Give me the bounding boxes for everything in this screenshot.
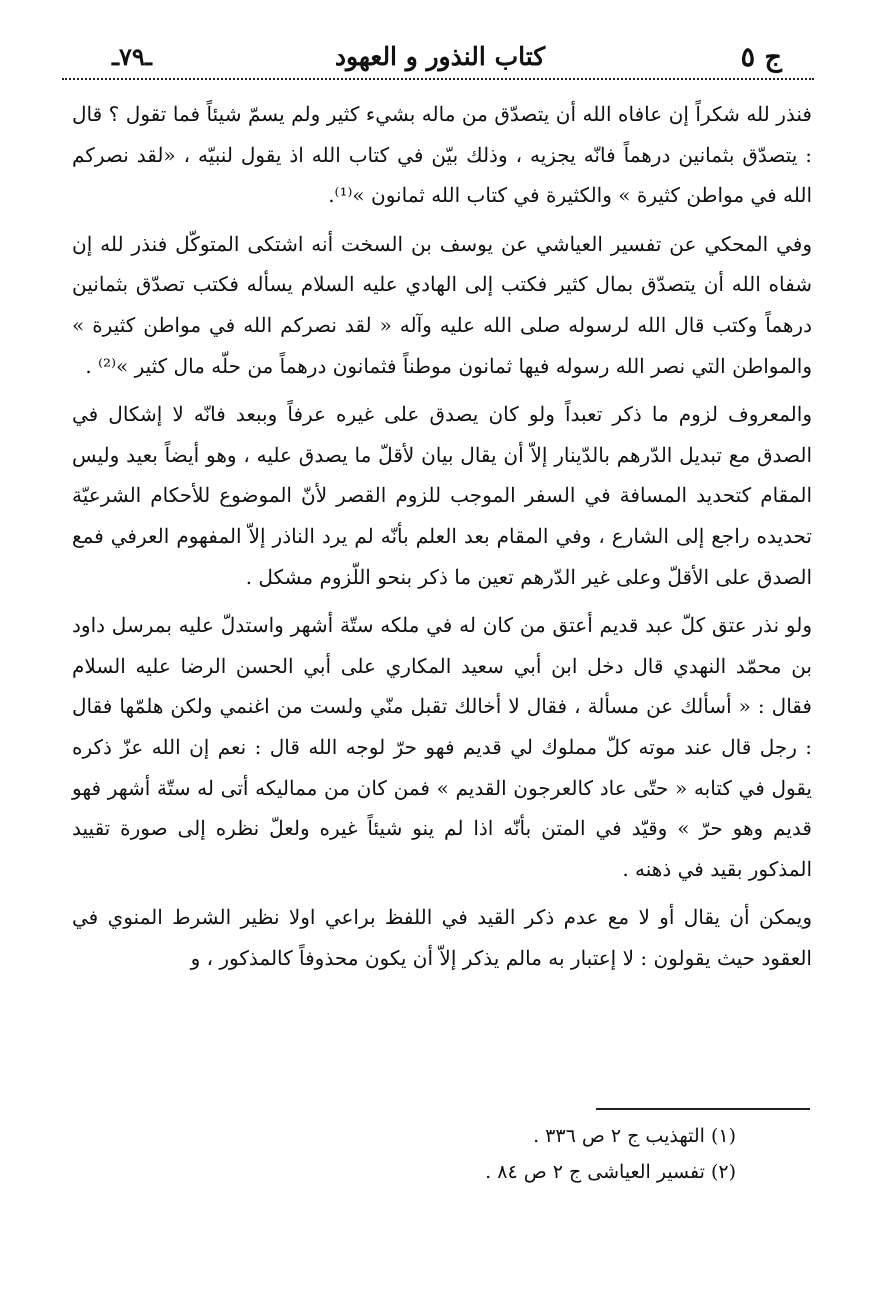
page-title: كتاب النذور و العهود xyxy=(334,42,546,71)
footnote: (٢) تفسير العياشى ج ٢ ص ٨٤ . xyxy=(485,1161,736,1183)
paragraph: والمعروف لزوم ما ذكر تعبداً ولو كان يصدق على غيره عرفاً وببعد فانّه لا إشكال في الصدق مع تبديل الدّرهم بالدّينار إلاّ أن يقال بيان لأقلّ ما يصدق عليه ، وهو أيضاً بعيد وليس المقام كتحديد المسافة في السفر الموجب للزوم القصر لأنّ الموضوع للأحكام الشرعيّة تحديده راجع إلى الشارع ، وفي المقام بعد العلم بأنّه لم يرد الناذر إلاّ المفهوم العرفي فمع الصدق على الأقلّ وعلى غير الدّرهم تعين ما ذكر بنحو اللّزوم مشكل . xyxy=(72,402,812,589)
footnote: (١) التهذيب ج ٢ ص ٣٣٦ . xyxy=(533,1125,736,1147)
paragraph: فنذر لله شكراً إن عافاه الله أن يتصدّق من ماله بشيء كثير ولم يسمّ شيئاً فما تقول ؟ قال : يتصدّق بثمانين درهماً فانّه يجزيه ، وذلك بيّن في كتاب الله اذ يقول لنبيّه ، «لقد نصركم الله في مواطن كثيرة » والكثيرة في كتاب الله ثمانون »⁽¹⁾. xyxy=(72,102,812,208)
paragraph: وفي المحكي عن تفسير العياشي عن يوسف بن السخت أنه اشتكى المتوكّل فنذر لله إن شفاه الله أن يتصدّق بمال كثير فكتب إلى الهادي عليه السلام يسأله فكتب تصدّق بثمانين درهماً وكتب قال الله لرسوله صلى الله عليه وآله « لقد نصركم الله في مواطن كثيرة » والمواطن التي نصر الله رسوله فيها ثمانون موطناً فثمانون درهماً من حلّه مال كثير »⁽²⁾ . xyxy=(72,231,812,378)
header-divider xyxy=(62,78,814,80)
footnotes xyxy=(300,1118,736,1190)
paragraph: ولو نذر عتق كلّ عبد قديم أعتق من كان له في ملكه ستّة أشهر واستدلّ عليه بمرسل داود بن محمّد النهدي قال دخل ابن أبي سعيد المكاري على أبي الحسن الرضا عليه السلام فقال : « أسألك عن مسألة ، فقال لا أخالك تقبل منّي ولست من اغنمي ولكن هلمّها فقال : رجل قال عند موته كلّ مملوك لي قديم فهو حرّ لوجه الله قال : نعم إن الله عزّ ذكره يقول في كتابه « حتّى عاد كالعرجون القديم » فمن كان من مماليكه أتى له ستّة أشهر فهو قديم وهو حرّ » وقيّد في المتن بأنّه اذا لم ينو شيئاً غيره ولعلّ نظره إلى صورة تقييد المذكور بقيد في ذهنه . xyxy=(72,613,812,881)
page-number: ـ٧٩ـ xyxy=(112,42,152,71)
main-text xyxy=(72,94,812,978)
volume-label: ج ٥ xyxy=(740,42,782,73)
footnote-divider xyxy=(596,1108,810,1110)
paragraph: ويمكن أن يقال أو لا مع عدم ذكر القيد في اللفظ براعي اولا نظير الشرط المنوي في العقود حيث يقولون : لا إعتبار به مالم يذكر إلاّ أن يكون محذوفاً كالمذكور ، و xyxy=(72,905,812,970)
page-header xyxy=(68,40,812,80)
